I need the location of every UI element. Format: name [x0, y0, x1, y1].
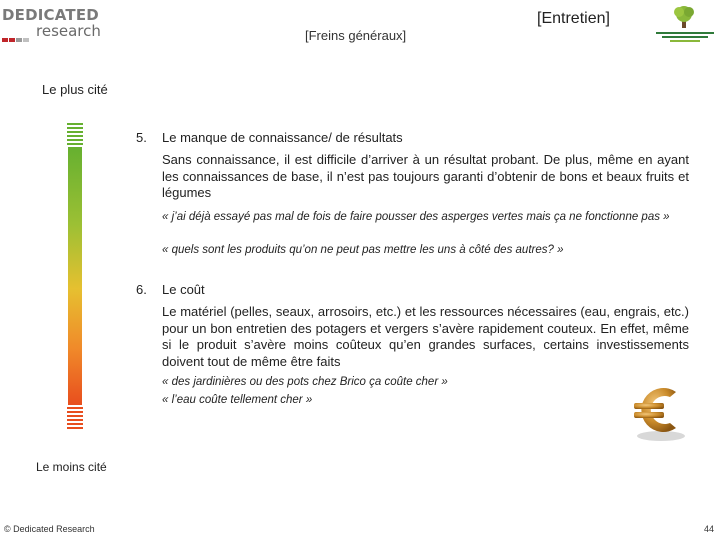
tree-logo-icon [652, 4, 718, 48]
scale-top-label: Le plus cité [42, 82, 108, 97]
item-title: Le coût [162, 282, 205, 297]
item-paragraph: Sans connaissance, il est difficile d’arriver à un résultat probant. De plus, même en ayant les connaissances de base, il n’est pas toujours garanti d’obtenir de bons et beaux fruits et légumes [162, 152, 689, 200]
item-quote: « des jardinières ou des pots chez Brico ça coûte cher » [162, 376, 448, 388]
dedicated-research-logo [2, 6, 102, 40]
scale-bottom-label: Le moins cité [36, 460, 107, 474]
item-quote: « l’eau coûte tellement cher » [162, 394, 313, 406]
euro-coin-icon [626, 378, 692, 444]
logo-bars [2, 29, 32, 33]
ranking-scale [67, 123, 83, 431]
section-label: [Freins généraux] [305, 28, 407, 43]
item-quote: « quels sont les produits qu’on ne peut pas mettre les uns à côté des autres? » [162, 244, 564, 256]
logo-line1: DEDICATED [2, 6, 99, 24]
item-title: Le manque de connaissance/ de résultats [162, 130, 403, 145]
scale-gradient-bar [68, 147, 82, 405]
footer-copyright: © Dedicated Research [4, 524, 95, 534]
item-quote: « j’ai déjà essayé pas mal de fois de faire pousser des asperges vertes mais ça ne fonctionne pas » [162, 211, 670, 223]
item-number: 5. [136, 130, 147, 145]
scale-top-ticks [67, 123, 83, 147]
item-number: 6. [136, 282, 147, 297]
logo-line2: research [36, 22, 101, 40]
item-paragraph: Le matériel (pelles, seaux, arrosoirs, etc.) et les ressources nécessaires (eau, engrais, etc.) pour un bon entretien des potagers et vergers s’avère rapidement couteux. En effet, même si le produit s’avère moins coûteux qu’en grandes surfaces, certains investissements doivent tout de même être faits [162, 304, 689, 369]
scale-bottom-ticks [67, 407, 83, 431]
page-number: 44 [704, 524, 715, 534]
topic-label: [Entretien] [537, 10, 610, 27]
